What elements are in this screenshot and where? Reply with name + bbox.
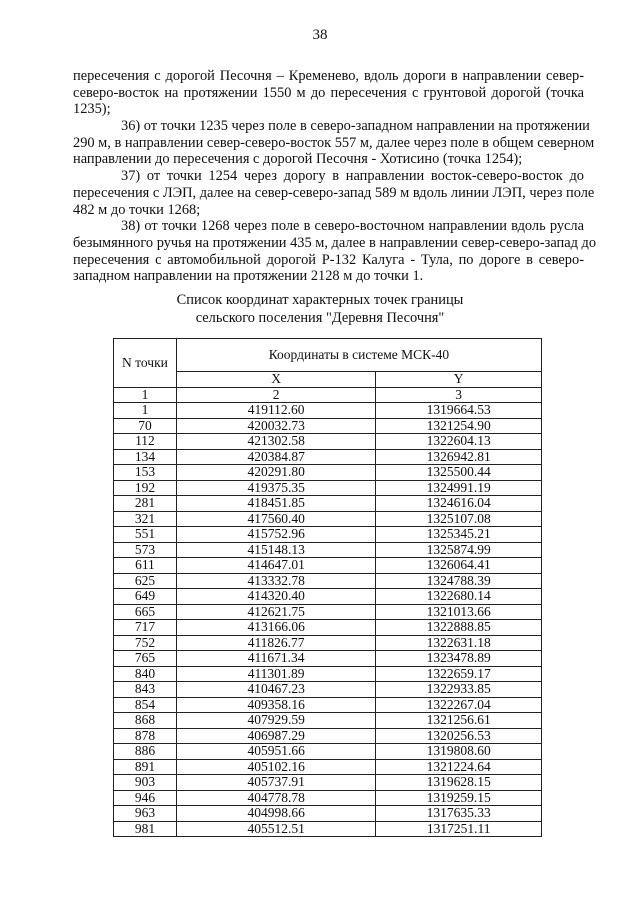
x-coordinate-cell: 414647.01 [176, 558, 375, 574]
point-number-cell: 625 [114, 573, 177, 589]
y-coordinate-cell: 1319259.15 [376, 790, 542, 806]
table-row [114, 744, 542, 760]
table-row [114, 728, 542, 744]
point-number-cell: 649 [114, 589, 177, 605]
x-coordinate-cell: 421302.58 [176, 434, 375, 450]
x-coordinate-cell: 405951.66 [176, 744, 375, 760]
table-row [114, 589, 542, 605]
y-coordinate-cell: 1322604.13 [376, 434, 542, 450]
table-title [0, 291, 640, 327]
y-coordinate-cell: 1320256.53 [376, 728, 542, 744]
text-line: 1235); [73, 101, 111, 118]
point-number-cell: 843 [114, 682, 177, 698]
x-coordinate-cell: 410467.23 [176, 682, 375, 698]
text-line: безымянного ручья на протяжении 435 м, далее в направлении север-северо-запад до [73, 234, 597, 251]
y-coordinate-cell: 1317635.33 [376, 806, 542, 822]
table-row [114, 759, 542, 775]
y-coordinate-cell: 1322267.04 [376, 697, 542, 713]
y-coordinate-cell: 1324616.04 [376, 496, 542, 512]
x-coordinate-cell: 405737.91 [176, 775, 375, 791]
x-coordinate-cell: 407929.59 [176, 713, 375, 729]
point-number-cell: 752 [114, 635, 177, 651]
y-coordinate-cell: 1322659.17 [376, 666, 542, 682]
point-number-cell: 112 [114, 434, 177, 450]
text-line: пересечения с ЛЭП, далее на север-северо-запад 589 м вдоль линии ЛЭП, через поле [73, 184, 595, 201]
header-x: X [176, 372, 375, 388]
x-coordinate-cell: 420384.87 [176, 449, 375, 465]
table-row [114, 465, 542, 481]
y-coordinate-cell: 1322933.85 [376, 682, 542, 698]
column-number: 3 [376, 387, 542, 403]
table-row [114, 449, 542, 465]
table-row [114, 620, 542, 636]
table-row [114, 573, 542, 589]
table-row [114, 558, 542, 574]
point-number-cell: 321 [114, 511, 177, 527]
point-number-cell: 573 [114, 542, 177, 558]
x-coordinate-cell: 420291.80 [176, 465, 375, 481]
column-number: 2 [176, 387, 375, 403]
text-line: 290 м, в направлении север-северо-восток 557 м, далее через поле в общем северном [73, 134, 595, 151]
table-row [114, 542, 542, 558]
column-number: 1 [114, 387, 177, 403]
y-coordinate-cell: 1319808.60 [376, 744, 542, 760]
table-row [114, 821, 542, 837]
table-row [114, 480, 542, 496]
paragraph [73, 68, 584, 118]
point-number-cell: 153 [114, 465, 177, 481]
table-row [114, 418, 542, 434]
point-number-cell: 611 [114, 558, 177, 574]
point-number-cell: 134 [114, 449, 177, 465]
point-number-cell: 840 [114, 666, 177, 682]
table-row [114, 403, 542, 419]
x-coordinate-cell: 404998.66 [176, 806, 375, 822]
text-line: западном направлении на протяжении 2128 м до точки 1. [73, 268, 424, 285]
table-row [114, 790, 542, 806]
table-row [114, 511, 542, 527]
table-row [114, 434, 542, 450]
table-row [114, 713, 542, 729]
y-coordinate-cell: 1325500.44 [376, 465, 542, 481]
table-row [114, 666, 542, 682]
point-number-cell: 70 [114, 418, 177, 434]
text-line: пересечения с дорогой Песочня – Кременево, вдоль дороги в направлении север- [73, 68, 584, 84]
table-row [114, 496, 542, 512]
x-coordinate-cell: 415752.96 [176, 527, 375, 543]
table-title-line: Список координат характерных точек границы [176, 292, 464, 308]
y-coordinate-cell: 1325345.21 [376, 527, 542, 543]
y-coordinate-cell: 1319664.53 [376, 403, 542, 419]
point-number-cell: 765 [114, 651, 177, 667]
x-coordinate-cell: 411301.89 [176, 666, 375, 682]
table-row [114, 635, 542, 651]
y-coordinate-cell: 1317251.11 [376, 821, 542, 837]
x-coordinate-cell: 419112.60 [176, 403, 375, 419]
x-coordinate-cell: 420032.73 [176, 418, 375, 434]
x-coordinate-cell: 405102.16 [176, 759, 375, 775]
document-body [73, 68, 597, 285]
table-row [114, 697, 542, 713]
x-coordinate-cell: 405512.51 [176, 821, 375, 837]
y-coordinate-cell: 1322888.85 [376, 620, 542, 636]
point-number-cell: 551 [114, 527, 177, 543]
paragraph [73, 118, 595, 168]
point-number-cell: 903 [114, 775, 177, 791]
point-number-cell: 878 [114, 728, 177, 744]
x-coordinate-cell: 417560.40 [176, 511, 375, 527]
x-coordinate-cell: 419375.35 [176, 480, 375, 496]
page-number: 38 [312, 27, 328, 43]
x-coordinate-cell: 415148.13 [176, 542, 375, 558]
x-coordinate-cell: 411826.77 [176, 635, 375, 651]
text-line: направлении до пересечения с дорогой Песочня - Хотисино (точка 1254); [73, 151, 523, 168]
y-coordinate-cell: 1323478.89 [376, 651, 542, 667]
y-coordinate-cell: 1325107.08 [376, 511, 542, 527]
point-number-cell: 192 [114, 480, 177, 496]
x-coordinate-cell: 412621.75 [176, 604, 375, 620]
point-number-cell: 1 [114, 403, 177, 419]
header-y: Y [376, 372, 542, 388]
point-number-cell: 717 [114, 620, 177, 636]
point-number-cell: 981 [114, 821, 177, 837]
x-coordinate-cell: 409358.16 [176, 697, 375, 713]
paragraph [73, 218, 597, 285]
paragraph [73, 168, 595, 218]
y-coordinate-cell: 1319628.15 [376, 775, 542, 791]
x-coordinate-cell: 414320.40 [176, 589, 375, 605]
header-point-number: N точки [114, 339, 177, 388]
table-row [114, 806, 542, 822]
text-line: 482 м до точки 1268; [73, 201, 201, 218]
x-coordinate-cell: 418451.85 [176, 496, 375, 512]
y-coordinate-cell: 1321013.66 [376, 604, 542, 620]
y-coordinate-cell: 1324991.19 [376, 480, 542, 496]
y-coordinate-cell: 1322680.14 [376, 589, 542, 605]
y-coordinate-cell: 1326942.81 [376, 449, 542, 465]
x-coordinate-cell: 413332.78 [176, 573, 375, 589]
y-coordinate-cell: 1324788.39 [376, 573, 542, 589]
text-line: 36) от точки 1235 через поле в северо-западном направлении на протяжении [121, 118, 590, 135]
text-line: северо-восток на протяжении 1550 м до пересечения с грунтовой дорогой (точка [73, 84, 584, 101]
text-line: пересечения с автомобильной дорогой Р-132 Калуга - Тула, по дороге в северо- [73, 251, 584, 268]
y-coordinate-cell: 1325874.99 [376, 542, 542, 558]
table-row [114, 604, 542, 620]
table-title-line: сельского поселения "Деревня Песочня" [195, 310, 445, 326]
coordinates-table [113, 338, 542, 837]
point-number-cell: 868 [114, 713, 177, 729]
point-number-cell: 665 [114, 604, 177, 620]
x-coordinate-cell: 404778.78 [176, 790, 375, 806]
point-number-cell: 281 [114, 496, 177, 512]
y-coordinate-cell: 1321254.90 [376, 418, 542, 434]
table-row [114, 775, 542, 791]
y-coordinate-cell: 1321224.64 [376, 759, 542, 775]
table-row [114, 527, 542, 543]
y-coordinate-cell: 1322631.18 [376, 635, 542, 651]
text-line: 37) от точки 1254 через дорогу в направлении восток-северо-восток до [121, 168, 584, 185]
table-row [114, 682, 542, 698]
point-number-cell: 963 [114, 806, 177, 822]
point-number-cell: 854 [114, 697, 177, 713]
table-row [114, 651, 542, 667]
x-coordinate-cell: 411671.34 [176, 651, 375, 667]
y-coordinate-cell: 1321256.61 [376, 713, 542, 729]
point-number-cell: 891 [114, 759, 177, 775]
text-line: 38) от точки 1268 через поле в северо-восточном направлении вдоль русла [121, 218, 584, 235]
x-coordinate-cell: 413166.06 [176, 620, 375, 636]
x-coordinate-cell: 406987.29 [176, 728, 375, 744]
y-coordinate-cell: 1326064.41 [376, 558, 542, 574]
header-coordinates: Координаты в системе МСК-40 [176, 339, 541, 372]
point-number-cell: 886 [114, 744, 177, 760]
point-number-cell: 946 [114, 790, 177, 806]
